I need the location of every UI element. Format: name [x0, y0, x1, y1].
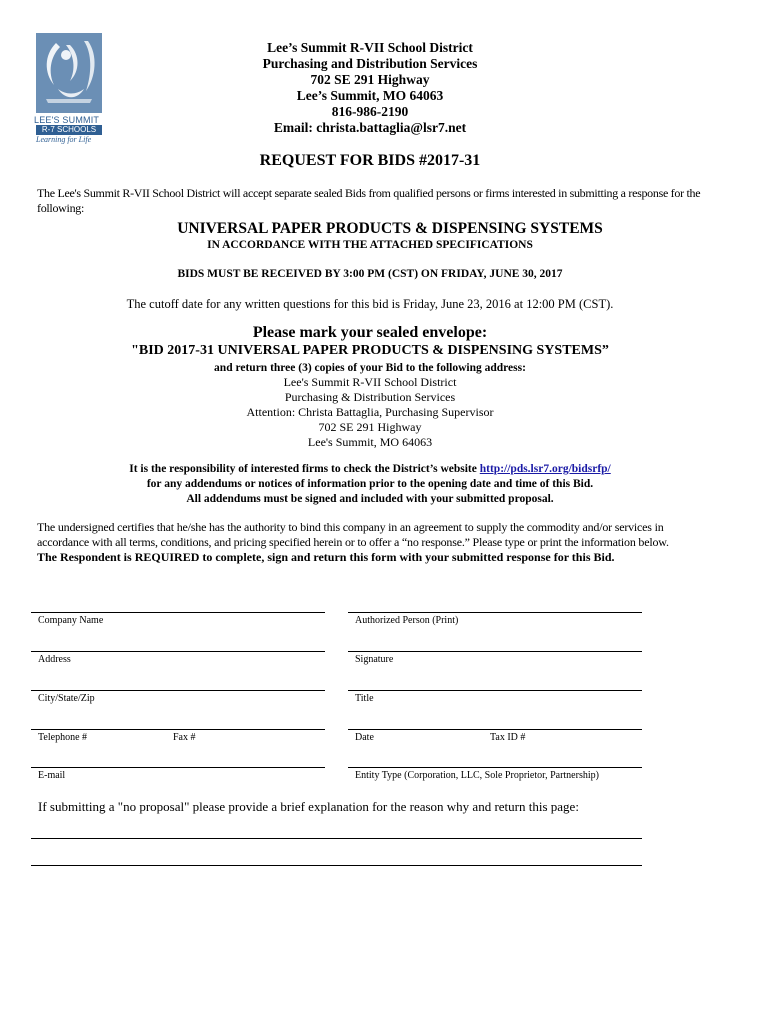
title-line[interactable] — [348, 690, 642, 691]
envelope-return-line: and return three (3) copies of your Bid to the following address: — [214, 362, 526, 374]
certification-required: The Respondent is REQUIRED to complete, sign and return this form with your submitted response for this Bid. — [37, 550, 615, 564]
header-email: Email: christa.battaglia@lsr7.net — [273, 120, 467, 135]
telephone-label: Telephone # — [38, 732, 88, 743]
responsibility-line-2: for any addendums or notices of information prior to the opening date and time of this Bid. — [146, 478, 594, 490]
signature-label: Signature — [355, 654, 394, 665]
product-title: UNIVERSAL PAPER PRODUCTS & DISPENSING SYSTEMS — [177, 220, 603, 237]
date-taxid-line[interactable] — [348, 729, 642, 730]
authorized-person-label: Authorized Person (Print) — [355, 615, 459, 626]
explanation-line-2[interactable] — [31, 865, 642, 866]
city-state-zip-label: City/State/Zip — [38, 693, 95, 704]
address-line: Lee's Summit, MO 64063 — [307, 435, 433, 449]
no-proposal-instruction: If submitting a "no proposal" please provide a brief explanation for the reason why and return this page: — [38, 799, 579, 814]
logo-schools: R-7 SCHOOLS — [36, 125, 102, 135]
address-line: 702 SE 291 Highway — [318, 420, 422, 434]
address-line: Lee's Summit R-VII School District — [283, 375, 457, 389]
envelope-bid-name: "BID 2017-31 UNIVERSAL PAPER PRODUCTS & DISPENSING SYSTEMS” — [131, 343, 609, 358]
logo-name: LEE'S SUMMIT — [34, 115, 100, 125]
page-title: REQUEST FOR BIDS #2017-31 — [259, 152, 481, 169]
cutoff-notice: The cutoff date for any written questions for this bid is Friday, June 23, 2016 at 12:00 PM (CST). — [126, 297, 614, 311]
certification-paragraph: The undersigned certifies that he/she has the authority to bind this company in an agreement to supply the commodity and/or services in accordance with all terms, conditions, and pricing specified herein or to offer a “no response.” Please type or print the information below. — [37, 520, 669, 549]
signature-line[interactable] — [348, 651, 642, 652]
entity-type-label: Entity Type (Corporation, LLC, Sole Proprietor, Partnership) — [355, 770, 599, 781]
logo-tagline: Learning for Life — [36, 135, 92, 144]
header-city: Lee’s Summit, MO 64063 — [296, 88, 444, 103]
address-line: Purchasing & Distribution Services — [284, 390, 456, 404]
address-line: Attention: Christa Battaglia, Purchasing Supervisor — [246, 405, 494, 419]
email-label: E-mail — [38, 770, 66, 781]
address-line-input[interactable] — [31, 651, 325, 652]
deadline-notice: BIDS MUST BE RECEIVED BY 3:00 PM (CST) ON FRIDAY, JUNE 30, 2017 — [177, 268, 563, 280]
title-label: Title — [355, 693, 374, 704]
telephone-fax-line[interactable] — [31, 729, 325, 730]
authorized-person-line[interactable] — [348, 612, 642, 613]
entity-type-line[interactable] — [348, 767, 642, 768]
header-street: 702 SE 291 Highway — [310, 72, 430, 87]
company-name-line[interactable] — [31, 612, 325, 613]
responsibility-notice — [0, 462, 740, 507]
address-label: Address — [38, 654, 71, 665]
fax-label: Fax # — [173, 732, 196, 743]
company-name-label: Company Name — [38, 615, 104, 626]
responsibility-prefix: It is the responsibility of interested firms to check the District’s website — [129, 463, 480, 475]
intro-paragraph: The Lee's Summit R-VII School District will accept separate sealed Bids from qualified persons or firms interested in submitting a response for the following: — [37, 186, 701, 215]
email-line[interactable] — [31, 767, 325, 768]
responsibility-line-3: All addendums must be signed and included with your submitted proposal. — [186, 493, 554, 505]
city-state-zip-line[interactable] — [31, 690, 325, 691]
tax-id-label: Tax ID # — [490, 732, 526, 743]
responsibility-line-1 — [0, 462, 740, 477]
date-label: Date — [355, 732, 374, 743]
specs-line: IN ACCORDANCE WITH THE ATTACHED SPECIFICATIONS — [207, 239, 533, 251]
explanation-line-1[interactable] — [31, 838, 642, 839]
mailing-address — [0, 375, 740, 450]
department-name: Purchasing and Distribution Services — [262, 56, 478, 71]
envelope-heading: Please mark your sealed envelope: — [252, 324, 488, 341]
header-phone: 816-986-2190 — [331, 104, 409, 119]
bids-website-link[interactable]: http://pds.lsr7.org/bidsrfp/ — [479, 463, 611, 475]
district-name: Lee’s Summit R-VII School District — [267, 40, 473, 55]
